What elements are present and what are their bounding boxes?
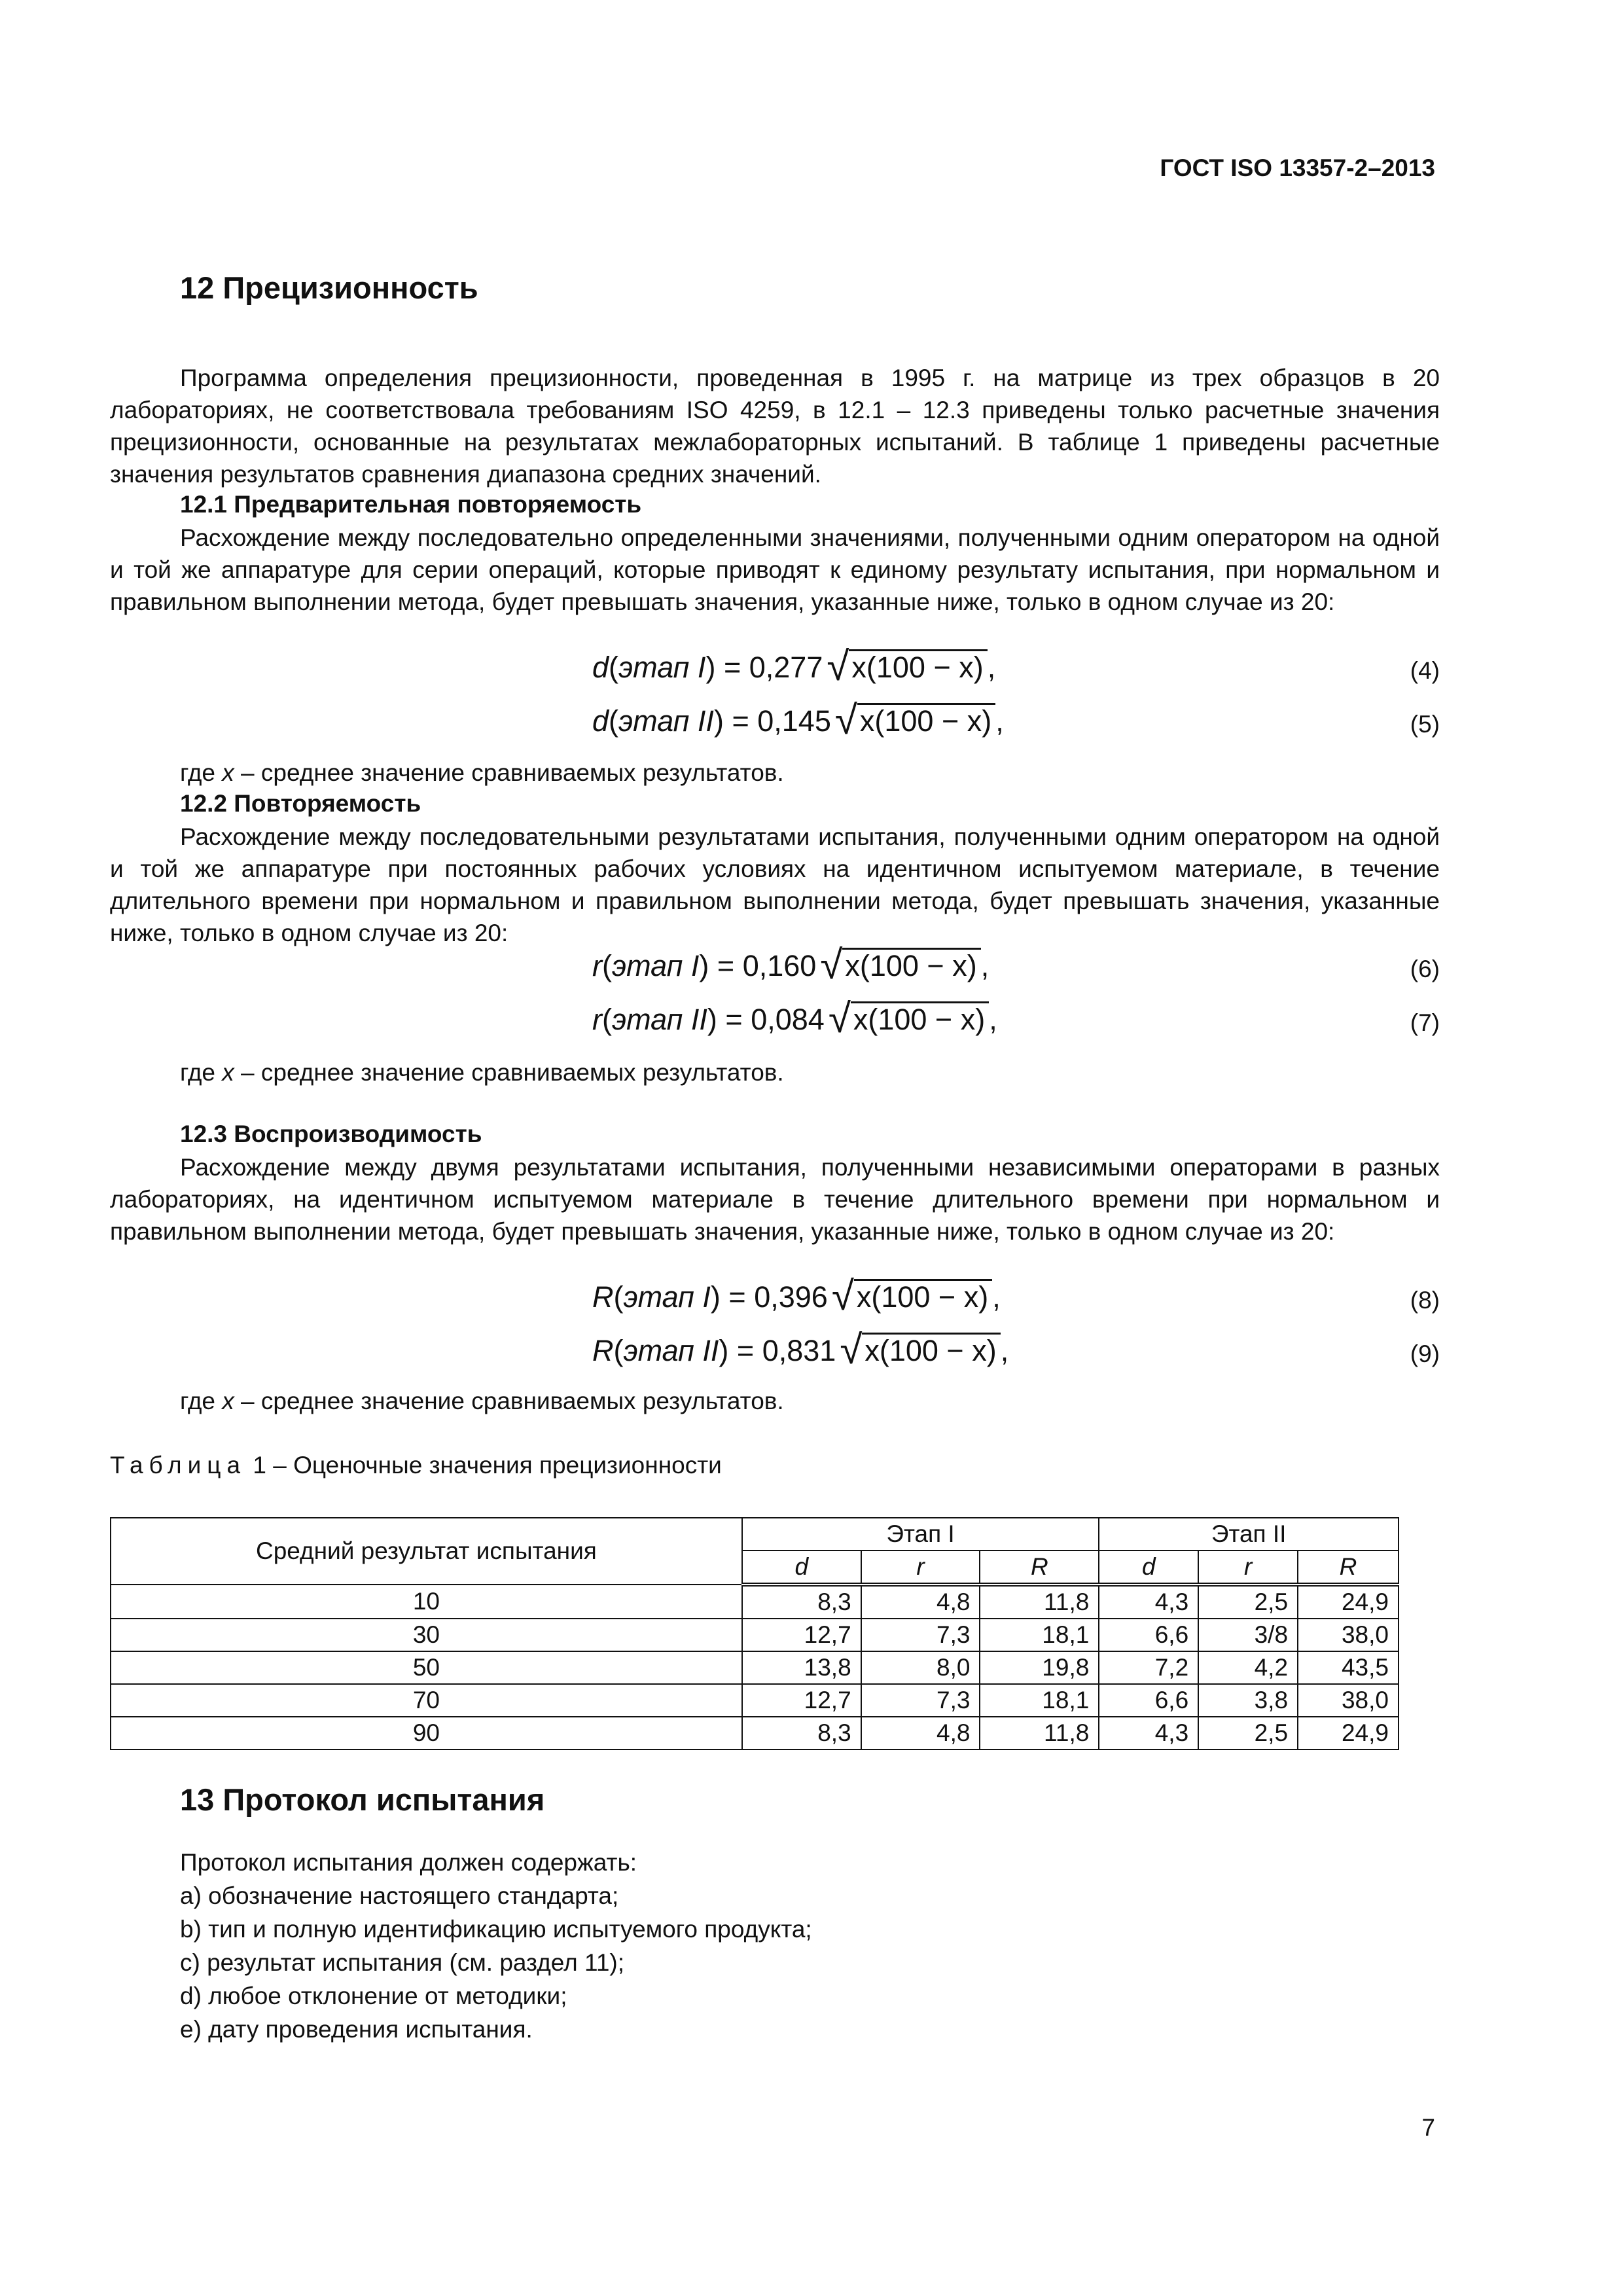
paren-close: ) [719,1334,729,1367]
equals-sign: = [717,1003,751,1036]
formula-coefficient: 0,396 [754,1280,828,1314]
table-cell: 8,0 [861,1651,980,1684]
sqrt-icon: √ [831,1274,854,1319]
subsection-12-1-title: 12.1 Предварительная повторяемость [180,491,642,518]
formula-8 [592,1274,1001,1319]
table-header-row [111,1518,1399,1551]
formula-tail: , [987,651,996,684]
formula-coefficient: 0,160 [742,949,817,982]
formula-stage: этап I [623,1280,711,1314]
formula-stage: этап II [612,1003,707,1036]
subsection-12-2-title: 12.2 Повторяемость [180,790,421,817]
table-cell: 18,1 [980,1619,1099,1651]
paren-close: ) [705,651,716,684]
table-subheader-cell: r [1198,1551,1298,1585]
table-cell: 70 [111,1684,742,1717]
formula-coefficient: 0,277 [749,651,823,684]
table-row [111,1684,1399,1717]
table-cell: 4,3 [1099,1585,1198,1619]
section-12-intro: Программа определения прецизионности, проведенная в 1995 г. на матрице из трех образцов в 20 лабораториях, не соответствовала требованиям ISO 4259, в 12.1 – 12.3 приведены только расчетные значения прецизионности, основанные на результатах межлабораторных испытаний. В таблице 1 приведены расчетные значения результатов сравнения диапазона средних значений. [110,365,1440,488]
equals-sign: = [720,1280,755,1314]
formula-stage: этап II [623,1334,719,1367]
table-cell: 3/8 [1198,1619,1298,1651]
table-cell: 90 [111,1717,742,1749]
formula-symbol: R [592,1334,614,1367]
paren-close: ) [699,949,709,982]
table-subheader-cell: d [742,1551,861,1585]
formula-radicand: x(100 − x) [862,1333,1000,1367]
table-cell: 12,7 [742,1684,861,1717]
table-cell: 4,8 [861,1717,980,1749]
subsection-12-3-title: 12.3 Воспроизводимость [180,1121,482,1147]
formula-symbol: r [592,1003,602,1036]
table-cell: 11,8 [980,1585,1099,1619]
table-cell: 38,0 [1298,1684,1399,1717]
paren-open: ( [609,651,619,684]
precision-table [110,1517,1399,1750]
formula-7 [592,996,997,1041]
formula-number-7: (7) [1410,1009,1440,1036]
where-note: где x – среднее значение сравниваемых результатов. [180,1388,784,1414]
formula-stage: этап I [612,949,700,982]
table-cell: 2,5 [1198,1717,1298,1749]
table-cell: 7,3 [861,1684,980,1717]
paren-open: ( [602,1003,612,1036]
table-cell: 24,9 [1298,1585,1399,1619]
protocol-list [180,1846,812,2046]
formula-radicand: x(100 − x) [842,948,980,982]
table-cell: 18,1 [980,1684,1099,1717]
formula-radicand: x(100 − x) [849,649,987,684]
formula-radicand: x(100 − x) [854,1279,992,1314]
formula-coefficient: 0,145 [757,704,831,738]
table-cell: 3,8 [1198,1684,1298,1717]
sqrt-icon: √ [840,1327,863,1372]
table-cell: 38,0 [1298,1619,1399,1651]
document-header: ГОСТ ISO 13357-2–2013 [1160,154,1435,181]
list-item: d) любое отклонение от методики; [180,1982,567,2009]
table-cell: 50 [111,1651,742,1684]
table-cell: 43,5 [1298,1651,1399,1684]
formula-5 [592,698,1004,743]
formula-4 [592,644,996,689]
paren-open: ( [613,1280,624,1314]
formula-symbol: r [592,949,602,982]
where-note: где x – среднее значение сравниваемых результатов. [180,1059,784,1086]
paren-open: ( [602,949,612,982]
formula-number-9: (9) [1410,1340,1440,1367]
table-row [111,1651,1399,1684]
table-cell: 11,8 [980,1717,1099,1749]
formula-number-5: (5) [1410,711,1440,738]
formula-radicand: x(100 − x) [857,703,995,738]
table-cell: 30 [111,1619,742,1651]
table-cell: 4,8 [861,1585,980,1619]
equals-sign: = [723,704,758,738]
subsection-12-1-text: Расхождение между последовательно определенными значениями, полученными одним оператором на одной и той же аппаратуре для серии операций, которые приводят к единому результату испытания, при нормальном и правильном выполнении метода, будет превышать значения, указанные ниже, только в одном случае из 20: [110,524,1440,615]
list-item: b) тип и полную идентификацию испытуемого продукта; [180,1916,812,1943]
formula-number-4: (4) [1410,657,1440,684]
formula-symbol: d [592,651,609,684]
table-cell: 10 [111,1585,742,1619]
table-cell: 13,8 [742,1651,861,1684]
where-note: где x – среднее значение сравниваемых результатов. [180,759,784,786]
formula-radicand: x(100 − x) [851,1001,989,1036]
table-cell: 4,2 [1198,1651,1298,1684]
page-number: 7 [1421,2114,1435,2141]
formula-tail: , [980,949,990,982]
table-cell: 2,5 [1198,1585,1298,1619]
sqrt-icon: √ [827,644,849,689]
formula-number-6: (6) [1410,956,1440,982]
equals-sign: = [728,1334,762,1367]
table-subheader-cell: d [1099,1551,1198,1585]
table-subheader-cell: r [861,1551,980,1585]
sqrt-icon: √ [834,698,857,743]
formula-tail: , [1000,1334,1009,1367]
sqrt-icon: √ [828,996,851,1041]
sqrt-icon: √ [820,942,843,988]
paren-close: ) [710,1280,721,1314]
formula-tail: , [989,1003,997,1036]
formula-stage: этап II [618,704,714,738]
table-cell: 8,3 [742,1585,861,1619]
paren-open: ( [613,1334,624,1367]
table-cell: 7,3 [861,1619,980,1651]
table-subheader-cell: R [1298,1551,1399,1585]
table-cell: 24,9 [1298,1717,1399,1749]
formula-number-8: (8) [1410,1287,1440,1314]
table-row [111,1619,1399,1651]
table-cell: 4,3 [1099,1717,1198,1749]
paren-open: ( [609,704,619,738]
formula-symbol: R [592,1280,614,1314]
list-item: c) результат испытания (см. раздел 11); [180,1949,625,1976]
section-13-title: 13 Протокол испытания [180,1782,545,1817]
table-row [111,1717,1399,1749]
formula-6 [592,942,990,988]
table-header-stage-1: Этап I [742,1518,1099,1551]
table-cell: 12,7 [742,1619,861,1651]
subsection-12-2-text: Расхождение между последовательными результатами испытания, полученными одним оператором на одной и той же аппаратуре при постоянных рабочих условиях на идентичном испытуемом материале, в течение длительного времени при нормальном и правильном выполнении метода, будет превышать значения, указанные ниже, только в одном случае из 20: [110,823,1440,946]
table-caption: Таблица 1 – Оценочные значения прецизионности [110,1452,722,1479]
formula-tail: , [995,704,1004,738]
paren-close: ) [713,704,724,738]
table-cell: 7,2 [1099,1651,1198,1684]
formula-9 [592,1327,1009,1372]
table-row [111,1585,1399,1619]
table-cell: 8,3 [742,1717,861,1749]
subsection-12-3-text: Расхождение между двумя результатами испытания, полученными независимыми операторами в разных лабораториях, на идентичном испытуемом материале в течение длительного времени при нормальном и правильном выполнении метода, будет превышать значения, указанные ниже, только в одном случае из 20: [110,1154,1440,1245]
table-subheader-cell: R [980,1551,1099,1585]
equals-sign: = [715,651,749,684]
table-header-stage-2: Этап II [1099,1518,1399,1551]
protocol-intro: Протокол испытания должен содержать: [180,1849,637,1876]
formula-coefficient: 0,084 [751,1003,825,1036]
paren-close: ) [707,1003,717,1036]
list-item: a) обозначение настоящего стандарта; [180,1882,619,1909]
formula-stage: этап I [618,651,706,684]
formula-symbol: d [592,704,609,738]
table-cell: 6,6 [1099,1619,1198,1651]
formula-coefficient: 0,831 [762,1334,836,1367]
table-cell: 19,8 [980,1651,1099,1684]
section-12-title: 12 Прецизионность [180,270,478,305]
list-item: e) дату проведения испытания. [180,2016,533,2043]
formula-tail: , [992,1280,1001,1314]
table-header-avg: Средний результат испытания [111,1518,742,1585]
table-cell: 6,6 [1099,1684,1198,1717]
equals-sign: = [709,949,743,982]
